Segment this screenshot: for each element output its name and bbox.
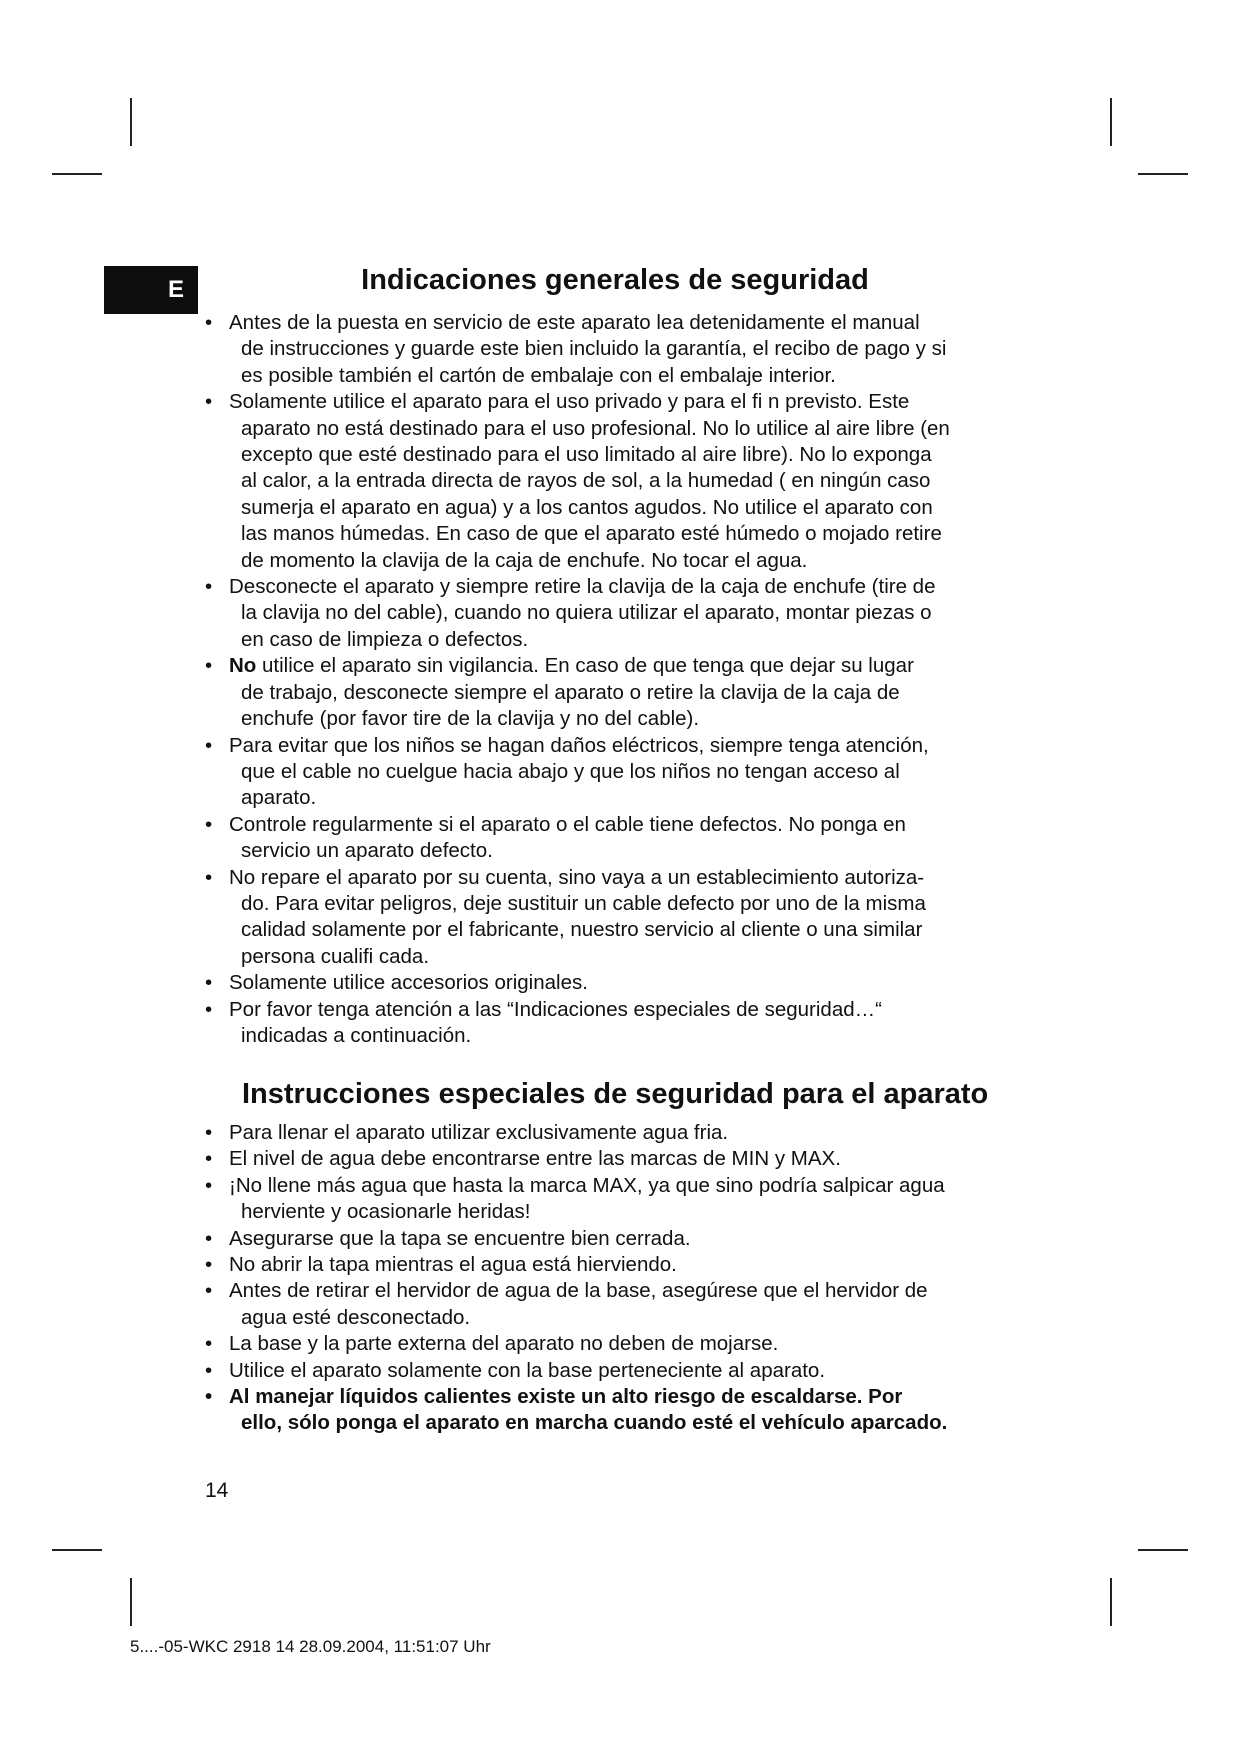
list-item-continuation: agua esté desconectado. <box>241 1305 471 1329</box>
list-item-text: ¡No llene más agua que hasta la marca MAX, ya que sino podría salpicar agua <box>229 1173 945 1197</box>
list-item <box>205 1358 1055 1384</box>
list-item-text: Solamente utilice el aparato para el uso privado y para el fi n previsto. Este <box>229 390 910 414</box>
print-footer: 5....-05-WKC 2918 14 28.09.2004, 11:51:07 Uhr <box>130 1637 491 1656</box>
list-item-text: Desconecte el aparato y siempre retire la clavija de la caja de enchufe (tire de <box>229 575 936 599</box>
list-item-continuation: ello, sólo ponga el aparato en marcha cuando esté el vehículo aparcado. <box>241 1411 948 1435</box>
list-item <box>205 1252 1055 1278</box>
list-item-continuation: de instrucciones y guarde este bien incluido la garantía, el recibo de pago y si <box>241 337 947 361</box>
page-number: 14 <box>205 1479 229 1502</box>
list-item-line <box>229 390 909 413</box>
crop-mark-top-right-vertical <box>1110 98 1112 146</box>
special-safety-list <box>205 1120 1055 1437</box>
list-item-line <box>229 1253 677 1276</box>
crop-mark-bottom-left-horizontal <box>52 1549 102 1551</box>
list-item-continuation: indicadas a continuación. <box>241 1023 472 1047</box>
list-item-continuation: al calor, a la entrada directa de rayos de sol, a la humedad ( en ningún caso <box>241 469 931 493</box>
list-item-continuation: de trabajo, desconecte siempre el aparato o retire la clavija de la caja de <box>241 680 900 704</box>
list-item-continuation: de momento la clavija de la caja de enchufe. No tocar el agua. <box>241 548 808 572</box>
list-item-continuation: aparato. <box>241 786 317 810</box>
list-item-continuation: en caso de limpieza o defectos. <box>241 627 529 651</box>
list-item-text: La base y la parte externa del aparato no deben de mojarse. <box>229 1332 779 1356</box>
list-item-text: utilice el aparato sin vigilancia. En caso de que tenga que dejar su lugar <box>256 654 914 678</box>
list-item-line <box>229 1385 902 1408</box>
list-item <box>205 1120 1055 1146</box>
list-item-text: Para llenar el aparato utilizar exclusivamente agua fria. <box>229 1121 729 1144</box>
list-item-line <box>229 1174 945 1197</box>
list-item-line <box>229 1121 728 1144</box>
list-item-text: Solamente utilice accesorios originales. <box>229 971 588 995</box>
list-item-line <box>229 866 924 889</box>
crop-mark-bottom-right-vertical <box>1110 1578 1112 1626</box>
list-item <box>205 1146 1055 1172</box>
list-item-text: Antes de retirar el hervidor de agua de la base, asegúrese que el hervidor de <box>229 1279 928 1303</box>
list-item-text: Controle regularmente si el aparato o el cable tiene defectos. No ponga en <box>229 812 906 836</box>
section-title-special-safety: Instrucciones especiales de seguridad para el aparato <box>242 1078 989 1110</box>
list-item-continuation: que el cable no cuelgue hacia abajo y que los niños no tengan acceso al <box>241 759 900 783</box>
list-item-continuation: calidad solamente por el fabricante, nuestro servicio al cliente o una similar <box>241 918 923 942</box>
list-item-text: Para evitar que los niños se hagan daños eléctricos, siempre tenga atención, <box>229 733 929 757</box>
crop-mark-bottom-left-vertical <box>130 1578 132 1626</box>
list-item-text: Por favor tenga atención a las “Indicaciones especiales de seguridad…“ <box>229 997 882 1021</box>
list-item <box>205 970 1055 996</box>
list-item-continuation: las manos húmedas. En caso de que el aparato esté húmedo o mojado retire <box>241 522 942 546</box>
list-item-line <box>229 1279 928 1302</box>
list-item-line <box>229 813 906 836</box>
list-item-continuation: la clavija no del cable), cuando no quiera utilizar el aparato, montar piezas o <box>241 601 932 625</box>
list-item <box>205 310 1055 389</box>
list-item-continuation: do. Para evitar peligros, deje sustituir un cable defecto por uno de la misma <box>241 891 926 915</box>
list-item-text: No abrir la tapa mientras el agua está hierviendo. <box>229 1253 677 1277</box>
crop-mark-top-left-vertical <box>130 98 132 146</box>
list-item-line <box>229 998 882 1021</box>
list-item-line <box>229 734 929 757</box>
list-item-continuation: es posible también el cartón de embalaje con el embalaje interior. <box>241 363 836 387</box>
list-item-text: Antes de la puesta en servicio de este aparato lea detenidamente el manual <box>229 311 920 334</box>
crop-mark-bottom-right-horizontal <box>1138 1549 1188 1551</box>
list-item-line <box>229 1147 841 1170</box>
crop-mark-top-right-horizontal <box>1138 173 1188 175</box>
list-item-text: No repare el aparato por su cuenta, sino vaya a un establecimiento autoriza- <box>229 865 925 889</box>
list-item <box>205 865 1055 971</box>
list-item-continuation: excepto que esté destinado para el uso limitado al aire libre). No lo exponga <box>241 443 932 467</box>
list-item-line <box>229 971 588 994</box>
general-safety-list <box>205 310 1055 1049</box>
list-item <box>205 1331 1055 1357</box>
list-item-text: Asegurarse que la tapa se encuentre bien cerrada. <box>229 1226 691 1250</box>
list-item <box>205 1278 1055 1331</box>
list-item <box>205 733 1055 812</box>
list-item-line <box>229 575 936 598</box>
list-item-line <box>229 1227 691 1250</box>
list-item <box>205 1384 1055 1437</box>
list-item-continuation: servicio un aparato defecto. <box>241 839 493 863</box>
list-item-text: Al manejar líquidos calientes existe un alto riesgo de escaldarse. Por <box>229 1385 903 1409</box>
language-tab: E <box>104 266 198 314</box>
list-item-continuation: aparato no está destinado para el uso profesional. No lo utilice al aire libre (en <box>241 416 950 440</box>
list-item <box>205 997 1055 1050</box>
list-item-line <box>229 311 920 334</box>
list-item <box>205 653 1055 732</box>
list-item-continuation: herviente y ocasionarle heridas! <box>241 1200 531 1224</box>
list-item-continuation: sumerja el aparato en agua) y a los cantos agudos. No utilice el aparato con <box>241 495 933 519</box>
list-item-line <box>229 654 914 677</box>
list-item <box>205 812 1055 865</box>
list-item-continuation: enchufe (por favor tire de la clavija y no del cable). <box>241 707 700 731</box>
list-item <box>205 574 1055 653</box>
list-item <box>205 1173 1055 1226</box>
list-item-continuation: persona cualifi cada. <box>241 944 430 968</box>
list-item-text: Utilice el aparato solamente con la base perteneciente al aparato. <box>229 1358 826 1382</box>
list-item <box>205 389 1055 574</box>
crop-mark-top-left-horizontal <box>52 173 102 175</box>
list-item-line <box>229 1332 778 1355</box>
bold-lead-word: No <box>229 654 257 678</box>
list-item-line <box>229 1359 825 1382</box>
list-item <box>205 1226 1055 1252</box>
list-item-text: El nivel de agua debe encontrarse entre las marcas de MIN y MAX. <box>229 1147 841 1171</box>
section-title-general-safety: Indicaciones generales de seguridad <box>361 264 869 296</box>
